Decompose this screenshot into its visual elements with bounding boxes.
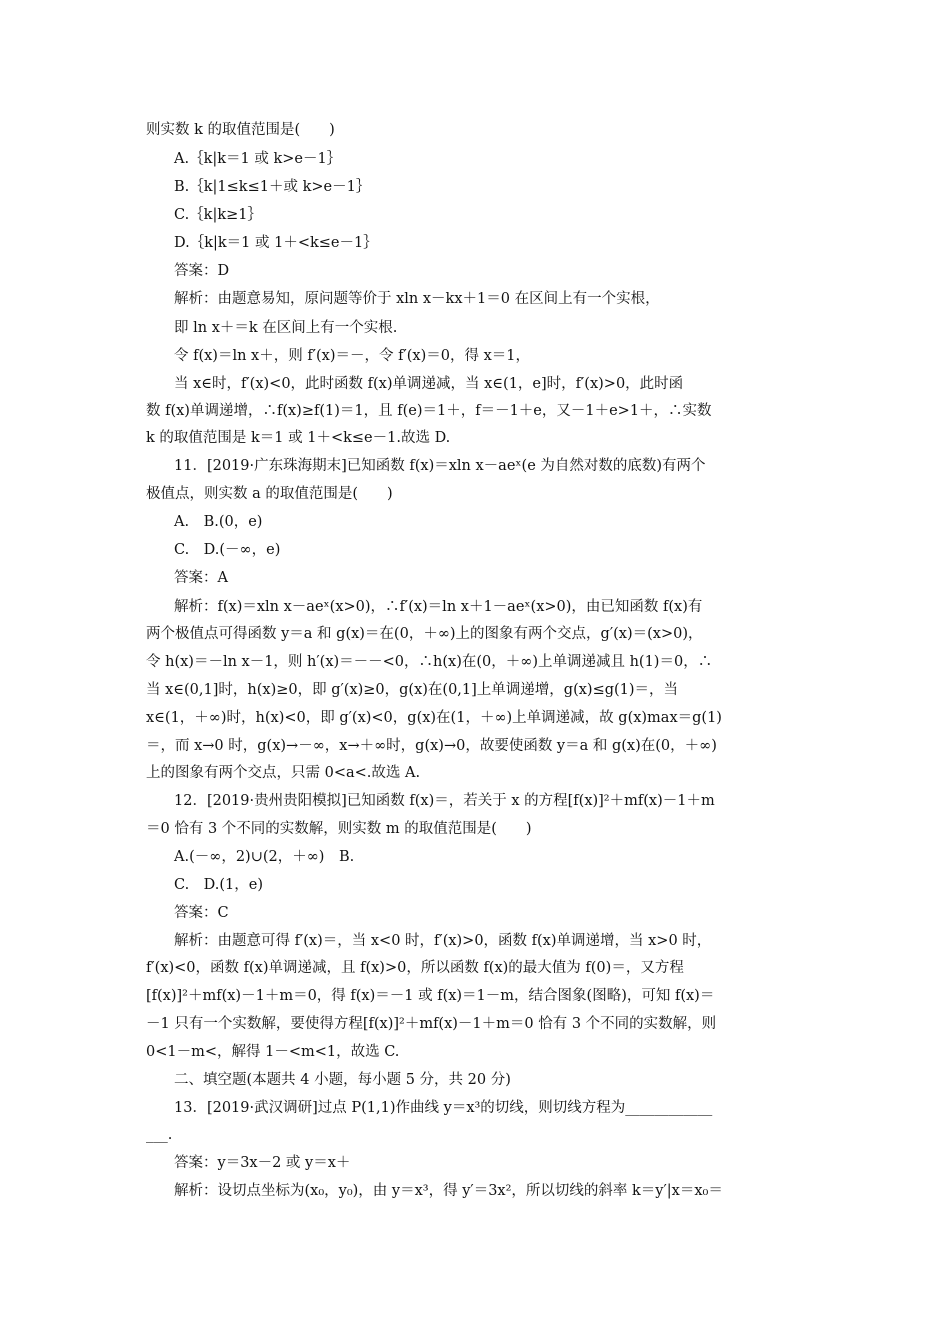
option-line: A.(－∞，2)∪(2，＋∞) B. — [174, 849, 355, 865]
solution-line: 数 f(x)单调递增，∴f(x)≥f(1)＝1，且 f(e)＝1＋，f＝－1＋e，又－1＋e>1＋，∴实数 — [146, 403, 712, 419]
solution-line: 0<1－m<，解得 1－<m<1，故选 C. — [146, 1044, 400, 1060]
solution-line: 令 f(x)＝ln x＋，则 f′(x)＝－，令 f′(x)＝0，得 x＝1， — [174, 348, 530, 364]
answer-line: 答案：D — [174, 263, 230, 279]
option-line: D.｛k|k＝1 或 1＋<k≤e－1｝ — [174, 235, 378, 251]
text-line: 则实数 k 的取值范围是( ) — [146, 122, 335, 138]
solution-line: 当 x∈(0,1]时，h(x)≥0，即 g′(x)≥0，g(x)在(0,1]上单调递增，g(x)≤g(1)＝，当 — [146, 682, 679, 698]
solution-line: f′(x)<0，函数 f(x)单调递减，且 f(x)>0，所以函数 f(x)的最大值为 f(0)＝，又方程 — [146, 960, 684, 976]
option-line: A. B.(0，e) — [174, 514, 263, 530]
solution-line: 即 ln x＋＝k 在区间上有一个实根. — [174, 320, 398, 336]
option-line: C.｛k|k≥1｝ — [174, 207, 263, 223]
solution-line: 解析：f(x)＝xln x－aeˣ(x>0)，∴f′(x)＝ln x＋1－aeˣ(x>0)，由已知函数 f(x)有 — [174, 599, 703, 615]
solution-line: 上的图象有两个交点，只需 0<a<.故选 A. — [146, 765, 421, 781]
solution-line: ＝，而 x→0 时，g(x)→－∞，x→＋∞时，g(x)→0，故要使函数 y＝a 和 g(x)在(0，＋∞) — [146, 738, 717, 754]
solution-line: 解析：由题意易知，原问题等价于 xln x－kx＋1＝0 在区间上有一个实根， — [174, 291, 660, 307]
question-line: ___. — [146, 1127, 173, 1143]
solution-line: k 的取值范围是 k＝1 或 1＋<k≤e－1.故选 D. — [146, 430, 451, 446]
question-line: 13．[2019·武汉调研]过点 P(1,1)作曲线 y＝x³的切线，则切线方程为____________ — [174, 1100, 713, 1116]
option-line: C. D.(－∞，e) — [174, 542, 281, 558]
solution-line: 解析：由题意可得 f′(x)＝，当 x<0 时，f′(x)>0，函数 f(x)单调递增，当 x>0 时， — [174, 933, 712, 949]
solution-line: 令 h(x)＝－ln x－1，则 h′(x)＝－－<0，∴h(x)在(0，＋∞)上单调递减且 h(1)＝0，∴ — [146, 654, 713, 670]
answer-line: 答案：C — [174, 905, 229, 921]
section-heading: 二、填空题(本题共 4 小题，每小题 5 分，共 20 分) — [174, 1072, 511, 1088]
question-line: 11．[2019·广东珠海期末]已知函数 f(x)＝xln x－aeˣ(e 为自然对数的底数)有两个 — [174, 458, 706, 474]
solution-line: 解析：设切点坐标为(x₀，y₀)，由 y＝x³，得 y′＝3x²，所以切线的斜率 k＝y′|x＝x₀＝ — [174, 1183, 723, 1199]
option-line: B.｛k|1≤k≤1＋或 k>e－1｝ — [174, 179, 371, 195]
answer-line: 答案：y＝3x－2 或 y＝x＋ — [174, 1155, 351, 1171]
solution-line: 两个极值点可得函数 y＝a 和 g(x)＝在(0，＋∞)上的图象有两个交点，g′(x)＝(x>0)， — [146, 626, 703, 642]
option-line: C. D.(1，e) — [174, 877, 264, 893]
question-line: 极值点，则实数 a 的取值范围是( ) — [146, 486, 393, 502]
solution-line: －1 只有一个实数解，要使得方程[f(x)]²＋mf(x)－1＋m＝0 恰有 3 个不同的实数解，则 — [146, 1016, 717, 1032]
solution-line: 当 x∈时，f′(x)<0，此时函数 f(x)单调递减，当 x∈(1，e]时，f′(x)>0，此时函 — [174, 376, 684, 392]
question-line: ＝0 恰有 3 个不同的实数解，则实数 m 的取值范围是( ) — [146, 821, 532, 837]
solution-line: x∈(1，＋∞)时，h(x)<0，即 g′(x)<0，g(x)在(1，＋∞)上单调递减，故 g(x)max＝g(1) — [146, 710, 722, 726]
option-line: A.｛k|k＝1 或 k>e－1｝ — [174, 151, 342, 167]
solution-line: [f(x)]²＋mf(x)－1＋m＝0，得 f(x)＝－1 或 f(x)＝1－m，结合图象(图略)，可知 f(x)＝ — [146, 988, 715, 1004]
answer-line: 答案：A — [174, 570, 228, 586]
question-line: 12．[2019·贵州贵阳模拟]已知函数 f(x)＝，若关于 x 的方程[f(x)]²＋mf(x)－1＋m — [174, 793, 715, 809]
